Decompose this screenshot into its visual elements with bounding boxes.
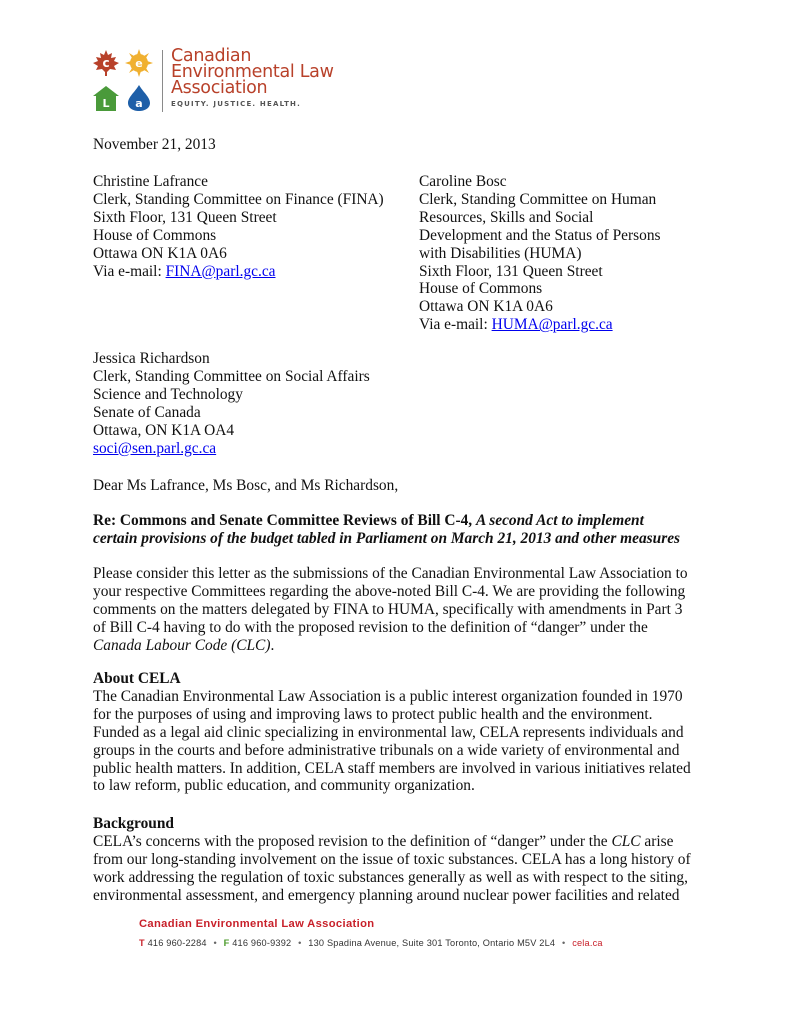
letter-date: November 21, 2013 — [93, 136, 216, 153]
recipient-line: Caroline Bosc — [419, 173, 507, 190]
recipient-email-line — [93, 263, 384, 281]
recipient-line: House of Commons — [419, 280, 543, 298]
svg-text:a: a — [135, 97, 143, 110]
clc-italic: CLC — [611, 832, 641, 850]
paragraph-line: your respective Committees regarding the above-noted Bill C-4. We are providing the following — [93, 582, 686, 600]
logo-divider — [162, 50, 163, 112]
paragraph-line: environmental assessment, and emergency planning around nuclear power facilities and related — [93, 886, 680, 904]
fax-label: F — [223, 938, 230, 948]
letterhead-footer — [139, 918, 603, 948]
phone-number: 416 960-2284 — [147, 938, 207, 948]
bullet-separator: • — [213, 938, 217, 948]
paragraph-line: to law reform, public education, and community organization. — [93, 777, 475, 795]
subject-line — [93, 512, 713, 548]
footer-org-name: Canadian Environmental Law Association — [139, 918, 375, 930]
fax-number: 416 960-9392 — [232, 938, 292, 948]
bullet-separator: • — [562, 938, 566, 948]
recipient-line: Ottawa ON K1A 0A6 — [419, 298, 553, 316]
recipient-richardson — [93, 350, 370, 457]
recipient-line: Ottawa ON K1A 0A6 — [93, 244, 227, 262]
recipient-line: Clerk, Standing Committee on Social Affairs — [93, 367, 370, 385]
sun-icon — [125, 49, 153, 77]
recipient-line: Development and the Status of Persons — [419, 226, 661, 244]
paragraph-line — [93, 833, 713, 851]
recipient-line: Clerk, Standing Committee on Finance (FINA) — [93, 190, 384, 208]
recipient-line: Jessica Richardson — [93, 350, 210, 367]
paragraph-line: comments on the matters delegated by FINA to HUMA, specifically with amendments in Part 3 — [93, 600, 683, 618]
water-drop-icon — [125, 84, 153, 112]
subject-italic-1: A second Act to implement — [476, 512, 644, 529]
recipient-line: Ottawa, ON K1A OA4 — [93, 421, 235, 439]
recipient-line: Christine Lafrance — [93, 173, 208, 190]
paragraph-line — [93, 637, 713, 655]
svg-text:L: L — [102, 97, 110, 110]
paragraph-line: for the purposes of using and improving laws to protect public health and the environment. — [93, 705, 653, 723]
email-prefix: Via e-mail: — [93, 262, 166, 280]
logo-name-line-2: Environmental Law — [171, 62, 334, 82]
street-address: 130 Spadina Avenue, Suite 301 Toronto, Ontario M5V 2L4 — [308, 938, 556, 948]
recipient-line: Science and Technology — [93, 385, 243, 403]
huma-email-link[interactable]: HUMA@parl.gc.ca — [491, 316, 613, 334]
email-prefix: Via e-mail: — [419, 316, 492, 334]
logo-wordmark — [171, 48, 334, 109]
recipient-lafrance — [93, 173, 384, 280]
paragraph-line: groups in the courts and before administrative tribunals on a wide variety of environmental and — [93, 741, 680, 759]
subject-bold: Re: Commons and Senate Committee Reviews of Bill C-4, — [93, 512, 476, 529]
logo-icons — [92, 48, 156, 114]
recipient-email-line — [93, 440, 370, 458]
about-heading: About CELA — [93, 670, 181, 687]
logo-tagline: EQUITY. JUSTICE. HEALTH. — [171, 100, 301, 108]
svg-text:e: e — [135, 57, 143, 70]
recipient-line: Sixth Floor, 131 Queen Street — [93, 208, 277, 226]
svg-text:c: c — [102, 56, 110, 70]
subject-italic-2: certain provisions of the budget tabled in Parliament on March 21, 2013 and other measures — [93, 529, 681, 547]
logo-name-line-1: Canadian — [171, 46, 252, 66]
paragraph-line: from our long-standing involvement on the issue of toxic substances. CELA has a long history of — [93, 850, 691, 868]
recipient-bosc — [419, 173, 661, 334]
paragraph-line: Please consider this letter as the submissions of the Canadian Environmental Law Association to — [93, 565, 688, 582]
bullet-separator: • — [298, 938, 302, 948]
paragraph-line: Funded as a legal aid clinic specializing in environmental law, CELA represents individuals and — [93, 723, 684, 741]
paragraph-line: work addressing the regulation of toxic substances generally as well as with respect to the siting, — [93, 868, 688, 886]
footer-contact — [139, 938, 603, 948]
recipient-line: Clerk, Standing Committee on Human — [419, 190, 657, 208]
paragraph-line: The Canadian Environmental Law Association is a public interest organization founded in 1970 — [93, 687, 683, 705]
maple-leaf-icon — [92, 49, 120, 77]
background-section — [93, 815, 713, 905]
recipient-email-line — [419, 316, 661, 334]
salutation: Dear Ms Lafrance, Ms Bosc, and Ms Richardson, — [93, 477, 399, 494]
clc-italic: Canada Labour Code (CLC) — [93, 636, 271, 654]
subject-line-1 — [93, 512, 713, 530]
recipient-line: House of Commons — [93, 226, 217, 244]
logo-name-line-3: Association — [171, 78, 268, 98]
recipient-line: with Disabilities (HUMA) — [419, 244, 582, 262]
paragraph-end: . — [270, 636, 275, 654]
paragraph-line: of Bill C-4 having to do with the proposed revision to the definition of “danger” under the — [93, 618, 648, 636]
text-run: CELA’s concerns with the proposed revision to the definition of “danger” under the — [93, 832, 612, 850]
recipient-line: Resources, Skills and Social — [419, 208, 594, 226]
paragraph-line: public health matters. In addition, CELA staff members are involved in various initiatives related — [93, 759, 691, 777]
intro-paragraph — [93, 565, 713, 655]
background-heading: Background — [93, 815, 174, 832]
text-run: arise — [640, 832, 674, 850]
fina-email-link[interactable]: FINA@parl.gc.ca — [165, 262, 276, 280]
recipient-line: Sixth Floor, 131 Queen Street — [419, 262, 603, 280]
about-section — [93, 670, 713, 795]
soci-email-link[interactable]: soci@sen.parl.gc.ca — [93, 439, 217, 457]
phone-label: T — [139, 938, 145, 948]
house-icon — [92, 84, 120, 112]
website-link[interactable]: cela.ca — [572, 938, 603, 948]
recipient-line: Senate of Canada — [93, 403, 201, 421]
